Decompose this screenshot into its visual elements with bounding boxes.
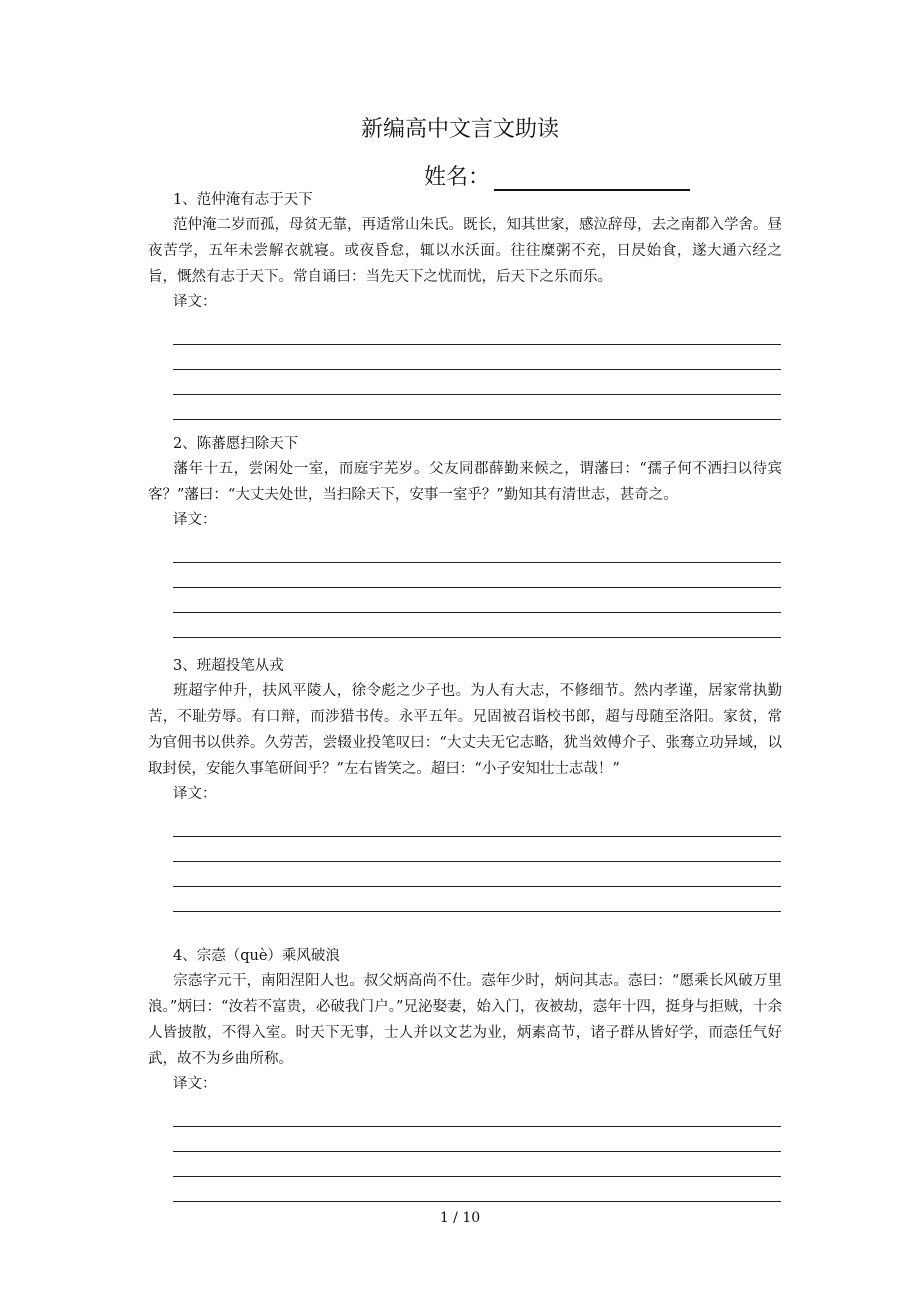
- passage-heading: 2、陈蕃愿扫除天下: [173, 436, 299, 452]
- answer-line[interactable]: [173, 563, 781, 588]
- answer-line[interactable]: [173, 1152, 781, 1177]
- passage-text: 藩年十五，尝闲处一室，而庭宇芜岁。父友同郡薛勤来候之，谓藩曰：“孺子何不洒扫以待宾客？”藩曰：“大丈夫处世，当扫除天下，安事一室乎？”勤知其有清世志，甚奇之。: [148, 461, 782, 503]
- passage-section-4: [148, 944, 782, 1202]
- passage-section-1: [148, 188, 782, 420]
- answer-line[interactable]: [173, 1127, 781, 1152]
- answer-line[interactable]: [173, 1177, 781, 1202]
- name-label: 姓名：: [424, 165, 491, 190]
- passage-section-3: [148, 654, 782, 912]
- translation-lines[interactable]: [173, 538, 781, 638]
- answer-line[interactable]: [173, 345, 781, 370]
- translation-label: 译文：: [173, 786, 217, 802]
- answer-line[interactable]: [173, 862, 781, 887]
- answer-line[interactable]: [173, 588, 781, 613]
- passage-heading: 4、宗悫（què）乘风破浪: [173, 948, 340, 964]
- translation-lines[interactable]: [173, 812, 781, 912]
- translation-label: 译文：: [173, 1076, 217, 1092]
- name-field-row: [424, 160, 690, 191]
- translation-label: 译文：: [173, 294, 217, 310]
- passage-heading: 1、范仲淹有志于天下: [173, 192, 313, 208]
- passage-text: 宗悫字元干，南阳涅阳人也。叔父炳高尚不仕。悫年少时，炳问其志。悫曰：“愿乘长风破万里浪。”炳曰：“汝若不富贵，必破我门户。”兄泌娶妻，始入门，夜被劫，悫年十四，挺身与拒贼，十余人皆披散，不得入室。时天下无事，士人并以文艺为业，炳素高节，诸子群从皆好学，而悫任气好武，故不为乡曲所称。: [148, 973, 782, 1067]
- translation-lines[interactable]: [173, 1102, 781, 1202]
- answer-line[interactable]: [173, 538, 781, 563]
- passage-text: 班超字仲升，扶风平陵人，徐令彪之少子也。为人有大志，不修细节。然内孝谨，居家常执勤苦，不耻劳辱。有口辩，而涉猎书传。永平五年。兄固被召诣校书郎，超与母随至洛阳。家贫，常为官佣书以供养。久劳苦，尝辍业投笔叹曰：“大丈夫无它志略，犹当效傅介子、张骞立功异域，以取封侯，安能久事笔研间乎？”左右皆笑之。超曰：“小子安知壮士志哉！”: [148, 683, 782, 777]
- answer-line[interactable]: [173, 395, 781, 420]
- passage-section-2: [148, 432, 782, 638]
- passage-text: 范仲淹二岁而孤，母贫无靠，再适常山朱氏。既长，知其世家，感泣辞母，去之南都入学舍。昼夜苦学，五年未尝解衣就寝。或夜昏怠，辄以水沃面。往往糜粥不充，日昃始食，遂大通六经之旨，慨然有志于天下。常自诵曰：当先天下之忧而忧，后天下之乐而乐。: [148, 217, 782, 285]
- answer-line[interactable]: [173, 320, 781, 345]
- document-title: 新编高中文言文助读: [360, 117, 559, 142]
- answer-line[interactable]: [173, 613, 781, 638]
- translation-label: 译文：: [173, 512, 217, 528]
- page-number: 1 / 10: [439, 1210, 481, 1226]
- answer-line[interactable]: [173, 812, 781, 837]
- passage-heading: 3、班超投笔从戎: [173, 658, 284, 674]
- answer-line[interactable]: [173, 887, 781, 912]
- answer-line[interactable]: [173, 1102, 781, 1127]
- answer-line[interactable]: [173, 837, 781, 862]
- translation-lines[interactable]: [173, 320, 781, 420]
- answer-line[interactable]: [173, 370, 781, 395]
